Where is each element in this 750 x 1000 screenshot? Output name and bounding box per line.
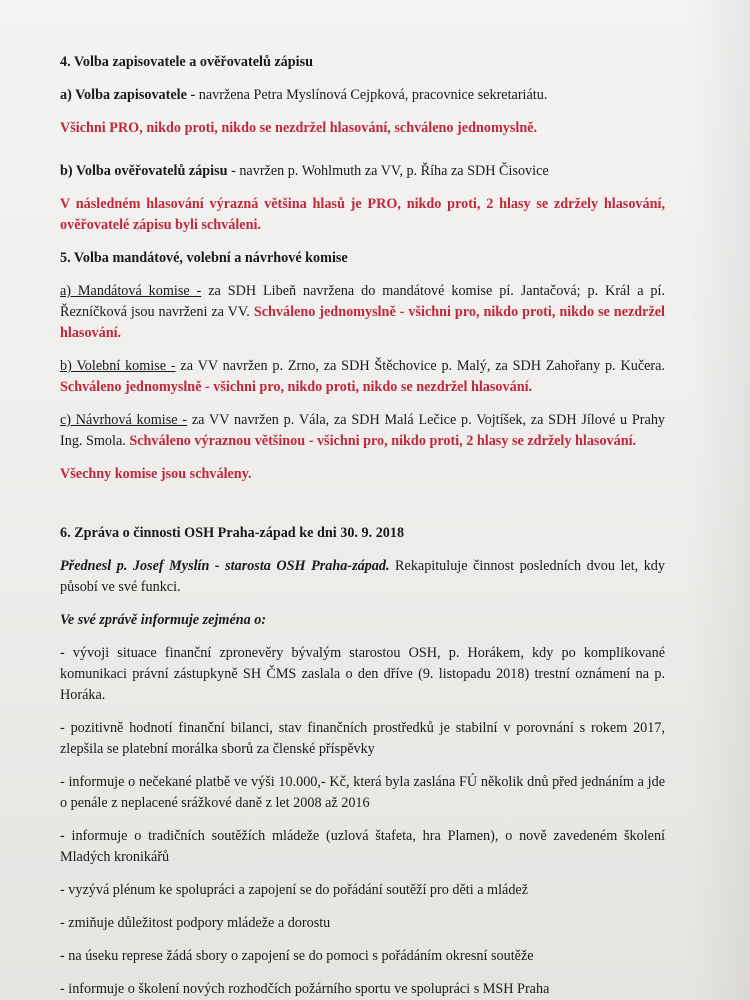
s6-presenter-line xyxy=(60,556,665,598)
s6-item: - zmiňuje důležitost podpory mládeže a dorostu xyxy=(60,915,331,931)
s6-item: - na úseku represe žádá sbory o zapojení se do pomoci s pořádáním okresní soutěže xyxy=(60,948,534,964)
s5-c-label: c) Návrhová komise - xyxy=(60,412,188,428)
section-6-heading: 6. Zpráva o činnosti OSH Praha-západ ke dni 30. 9. 2018 xyxy=(60,525,405,541)
s4-b-result: V následném hlasování výrazná většina hlasů je PRO, nikdo proti, 2 hlasy se zdržely hlasování, ověřovatelé zápisu byli schváleni. xyxy=(60,196,665,233)
s4-b-label: b) Volba ověřovatelů zápisu xyxy=(60,163,228,179)
s5-b-result: Schváleno jednomyslně - všichni pro, nikdo proti, nikdo se nezdržel hlasování. xyxy=(60,379,533,395)
s5-c-result: Schváleno výraznou většinou - všichni pro, nikdo proti, 2 hlasy se zdržely hlasování. xyxy=(129,433,637,449)
section-5-heading: 5. Volba mandátové, volební a návrhové komise xyxy=(60,250,348,266)
s4-a-text: navržena Petra Myslínová Cejpková, pracovnice sekretariátu. xyxy=(195,87,548,103)
s5-b-text: za VV navržen p. Zrno, za SDH Štěchovice p. Malý, za SDH Zahořany p. Kučera. xyxy=(175,358,665,374)
s6-subheading: Ve své zprávě informuje zejména o: xyxy=(60,612,267,628)
s4-item-a xyxy=(60,85,665,106)
s5-a-label: a) Mandátová komise - xyxy=(60,283,202,299)
s6-presenter-text: Rekapituluje činnost posledních dvou let, kdy působí ve své funkci. xyxy=(60,558,665,595)
document-content xyxy=(60,52,665,1000)
s4-a-label: a) Volba zapisovatele - xyxy=(60,87,196,103)
s5-item-b xyxy=(60,356,665,398)
s4-b-text: - navržen p. Wohlmuth za VV, p. Říha za SDH Čisovice xyxy=(227,163,549,179)
s6-item: - informuje o tradičních soutěžích mládeže (uzlová štafeta, hra Plamen), o nově zavedeném školení Mladých kronikářů xyxy=(60,828,665,865)
s5-a-result: Schváleno jednomyslně - všichni pro, nikdo proti, nikdo se nezdržel hlasování. xyxy=(60,304,665,341)
s5-c-text: za VV navržen p. Vála, za SDH Malá Lečice p. Vojtíšek, za SDH Jílové u Prahy Ing. Smola. xyxy=(60,412,666,449)
s6-item: - informuje o školení nových rozhodčích požárního sportu ve spolupráci s MSH Praha xyxy=(60,981,550,997)
s5-a-text: za SDH Libeň navržena do mandátové komise pí. Jantačová; p. Král a pí. Řezníčková jsou navrženi za VV. xyxy=(60,283,665,320)
s4-item-b xyxy=(60,161,665,182)
s6-item: - vyzývá plénum ke spolupráci a zapojení se do pořádání soutěží pro děti a mládež xyxy=(60,882,529,898)
s6-item: - pozitivně hodnotí finanční bilanci, stav finančních prostředků je stabilní v porovnání s rokem 2017, zlepšila se platební morálka sborů za členské příspěvky xyxy=(60,720,665,757)
s4-a-result: Všichni PRO, nikdo proti, nikdo se nezdržel hlasování, schváleno jednomyslně. xyxy=(60,120,538,136)
s6-item: - vývoji situace finanční zpronevěry bývalým starostou OSH, p. Horákem, kdy po komplikované komunikaci právní zástupkyně SH ČMS zaslala o den dříve (9. listopadu 2018) trestní oznámení na p. Horáka. xyxy=(60,645,665,703)
section-4-heading: 4. Volba zapisovatele a ověřovatelů zápisu xyxy=(60,54,314,70)
s5-item-c xyxy=(60,410,665,452)
s5-item-a xyxy=(60,281,665,344)
s6-item: - informuje o nečekané platbě ve výši 10.000,- Kč, která byla zaslána FÚ několik dnů před jednáním a jde o penále z neplacené srážkové daně z let 2008 až 2016 xyxy=(60,774,665,811)
s6-presenter: Přednesl p. Josef Myslín - starosta OSH Praha-západ. xyxy=(60,558,390,574)
s5-b-label: b) Volební komise - xyxy=(60,358,176,374)
s5-summary: Všechny komise jsou schváleny. xyxy=(60,466,252,482)
